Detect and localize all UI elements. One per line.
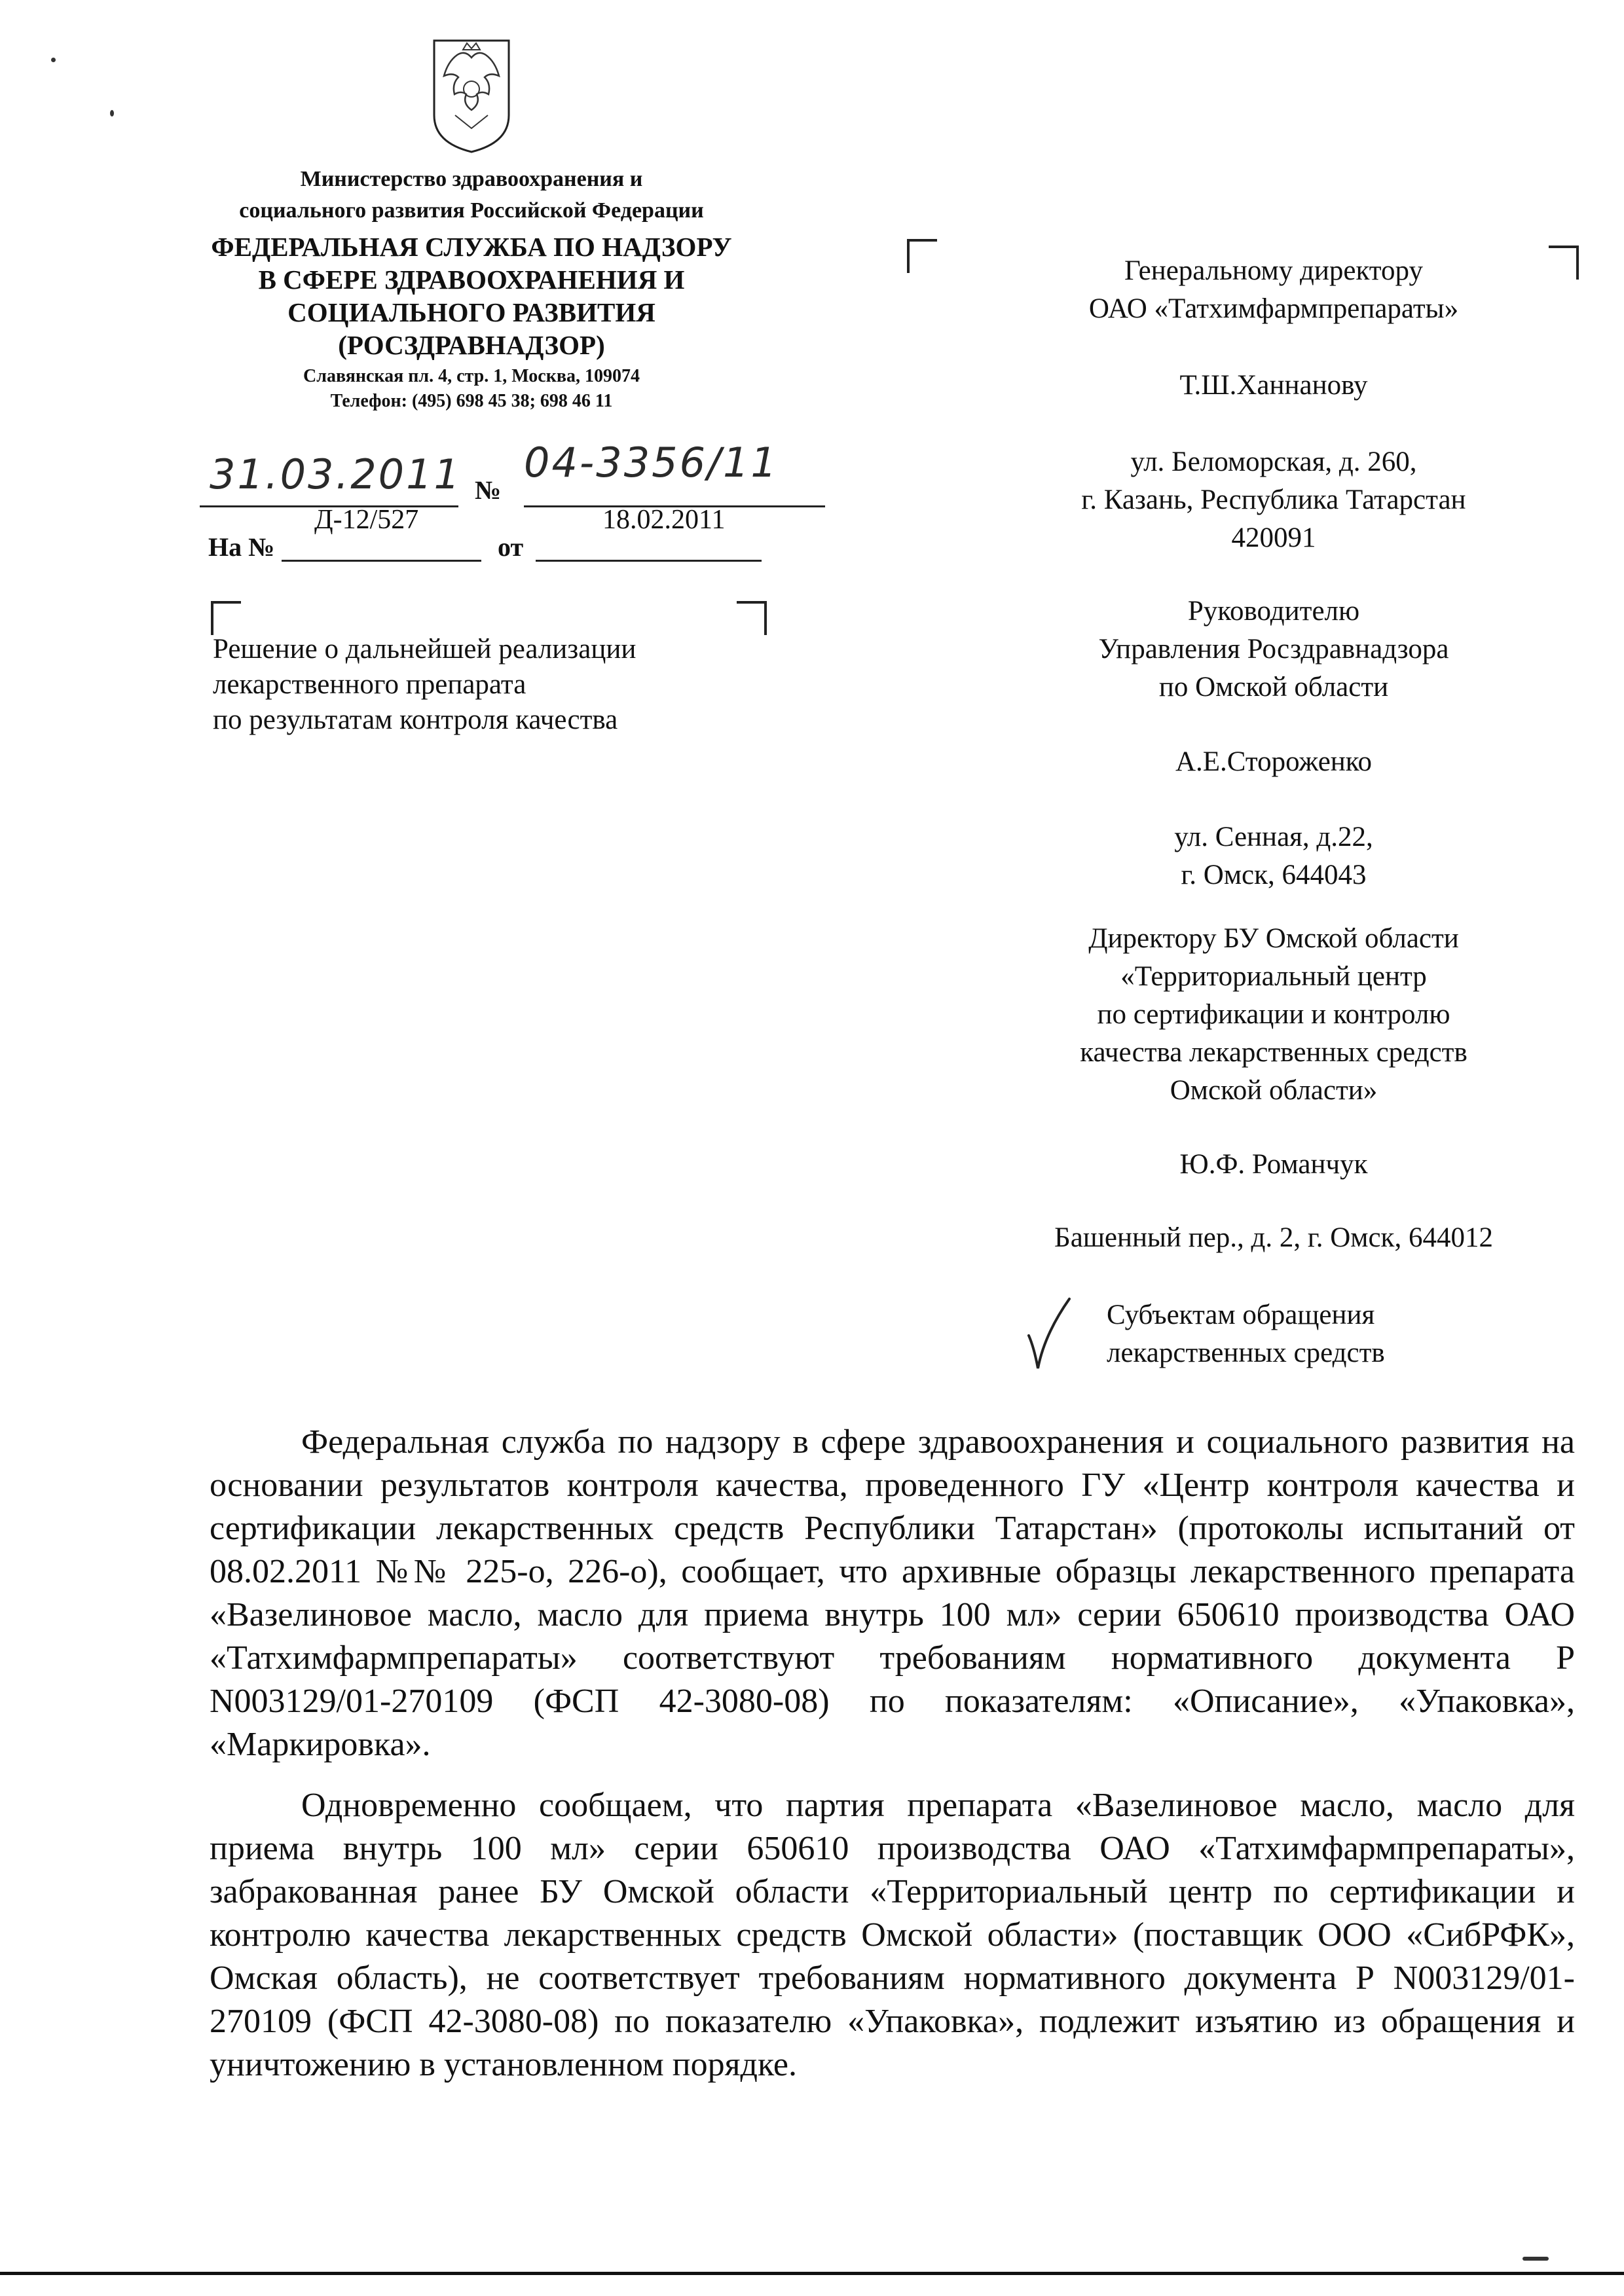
agency-line: ФЕДЕРАЛЬНАЯ СЛУЖБА ПО НАДЗОРУ <box>211 232 732 262</box>
addressee-block <box>969 1146 1578 1184</box>
addressee-block <box>969 443 1578 557</box>
addressee-block <box>969 920 1578 1110</box>
scan-speck <box>110 110 114 117</box>
addressee-line: ОАО «Татхимфармпрепараты» <box>1088 293 1459 324</box>
check-mark-icon <box>1025 1295 1074 1374</box>
ministry-name <box>177 164 766 227</box>
reference-date-label: от <box>498 532 524 562</box>
addressee-line: г. Омск, 644043 <box>1181 860 1367 890</box>
addressee-block <box>969 367 1578 405</box>
addressee-line: по сертификации и контролю <box>1097 999 1450 1030</box>
addressee-line: ул. Беломорская, д. 260, <box>1130 446 1417 477</box>
addressee-line: ул. Сенная, д.22, <box>1174 822 1373 852</box>
agency-line: СОЦИАЛЬНОГО РАЗВИТИЯ <box>287 297 655 327</box>
body-paragraph: Одновременно сообщаем, что партия препарата «Вазелиновое масло, масло для приема внутрь 100 мл» серии 650610 производства ОАО «Татхимфармпрепараты», забракованная ранее БУ Омской области «Территориальный центр по сертификации и контролю качества лекарственных средств Омской области» (поставщик ООО «СибРФК», Омская область), не соответствует требованиям нормативного документа Р N003129/01-270109 (ФСП 42-3080-08) по показателю «Упаковка», подлежит изъятию из обращения и уничтожению в установленном порядке. <box>210 1787 1575 2083</box>
addressee-block <box>969 818 1578 894</box>
reference-date: 18.02.2011 <box>602 505 726 535</box>
addressee-block <box>969 252 1578 328</box>
addressee-line: по Омской области <box>1158 672 1389 702</box>
sender-contacts <box>177 364 766 414</box>
agency-line: (РОСЗДРАВНАДЗОР) <box>338 330 605 360</box>
subject-line: по результатам контроля качества <box>213 704 618 735</box>
letter-subject <box>213 632 776 738</box>
sender-phone: Телефон: (495) 698 45 38; 698 46 11 <box>330 391 613 411</box>
addressee-line: Генеральному директору <box>1124 255 1423 286</box>
coat-of-arms-emblem-icon <box>429 38 514 155</box>
subject-corner-top-left <box>211 601 241 635</box>
addressee-line: Директору БУ Омской области <box>1088 923 1459 954</box>
addressee-corner-top-left <box>907 239 937 273</box>
reference-number: Д-12/527 <box>314 505 419 535</box>
reference-date-underline <box>536 560 762 562</box>
addressee-line: «Территориальный центр <box>1120 961 1427 992</box>
reference-number-underline <box>282 560 481 562</box>
subject-line: лекарственного препарата <box>213 669 526 700</box>
ministry-line: социального развития Российской Федерации <box>239 198 704 223</box>
addressee-block <box>969 592 1578 706</box>
scan-speck <box>51 58 56 62</box>
subject-line: Решение о дальнейшей реализации <box>213 634 637 665</box>
subject-corner-top-right <box>737 601 767 635</box>
addressee-line: Управления Росздравнадзора <box>1098 634 1449 665</box>
addressee-line: Башенный пер., д. 2, г. Омск, 644012 <box>1054 1222 1493 1253</box>
addressee-line: Субъектам обращения <box>1107 1300 1375 1330</box>
reference-number-label: На № <box>208 532 275 562</box>
sender-address: Славянская пл. 4, стр. 1, Москва, 109074 <box>303 366 640 386</box>
outgoing-number-handwritten: 04-3356/11 <box>524 439 779 486</box>
outgoing-number-label: № <box>475 475 502 505</box>
addressee-line: А.Е.Стороженко <box>1175 746 1373 777</box>
agency-line: В СФЕРЕ ЗДРАВООХРАНЕНИЯ И <box>258 264 685 295</box>
addressee-block <box>969 743 1578 781</box>
agency-name <box>177 230 766 361</box>
scan-speck <box>1522 2257 1549 2261</box>
addressee-line: Ю.Ф. Романчук <box>1179 1149 1368 1180</box>
body-paragraph: Федеральная служба по надзору в сфере здравоохранения и социального развития на основании результатов контроля качества, проведенного ГУ «Центр контроля качества и сертификации лекарственных средств Республики Татарстан» (протоколы испытаний от 08.02.2011 №№ 225-о, 226-о), сообщает, что архивные образцы лекарственного препарата «Вазелиновое масло, масло для приема внутрь 100 мл» серии 650610 производства ОАО «Татхимфармпрепараты» соответствуют требованиям нормативного документа Р N003129/01-270109 (ФСП 42-3080-08) по показателям: «Описание», «Упаковка», «Маркировка». <box>210 1423 1575 1763</box>
outgoing-date-handwritten: 31.03.2011 <box>210 450 462 498</box>
ministry-line: Министерство здравоохранения и <box>300 167 643 191</box>
addressee-line: Т.Ш.Ханнанову <box>1179 370 1368 401</box>
bottom-rule <box>0 2272 1624 2275</box>
addressee-line: лекарственных средств <box>1107 1338 1385 1368</box>
addressee-line: Омской области» <box>1170 1075 1378 1106</box>
addressee-line: качества лекарственных средств <box>1080 1037 1467 1068</box>
addressee-line: 420091 <box>1231 522 1316 553</box>
addressee-line: г. Казань, Республика Татарстан <box>1081 484 1466 515</box>
addressee-block <box>1107 1296 1385 1372</box>
addressee-line: Руководителю <box>1187 596 1360 627</box>
addressee-block <box>969 1219 1578 1257</box>
